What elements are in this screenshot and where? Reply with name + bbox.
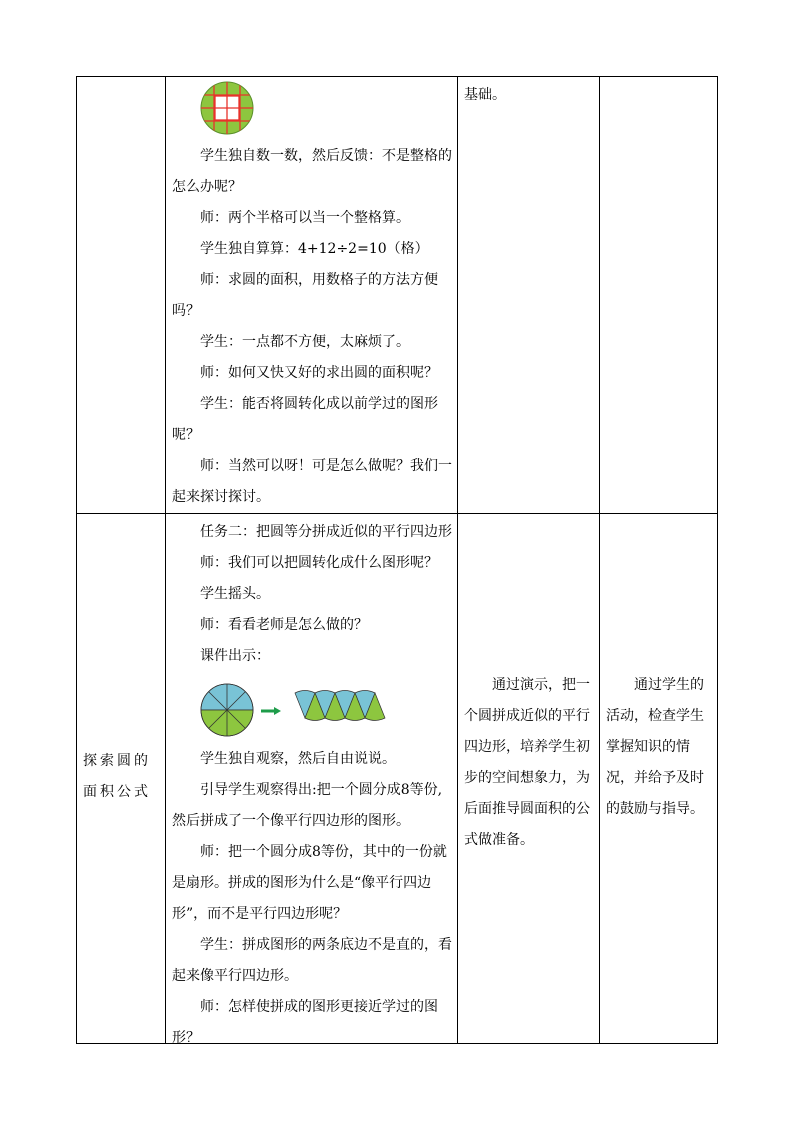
row1-activity-cell — [172, 80, 452, 513]
row2-stage-cell — [83, 746, 160, 808]
table-right-border — [717, 76, 718, 1044]
paragraph: 师：怎样使拼成的图形更接近学过的图形？ — [172, 999, 438, 1046]
paragraph: 学生：一点都不方便，太麻烦了。 — [200, 334, 410, 350]
paragraph: 师：如何又快又好的求出圆的面积呢？ — [200, 365, 438, 381]
paragraph: 学生：能否将圆转化成以前学过的图形呢？ — [172, 396, 438, 443]
table-row-divider — [76, 513, 718, 514]
paragraph: 师：把一个圆分成8等份，其中的一份就是扇形。拼成的图形为什么是“像平行四边形”，而不是平行四边形呢？ — [172, 844, 447, 922]
row2-intent-cell — [464, 670, 594, 856]
table-left-border — [76, 76, 77, 1044]
stage-title: 探索圆的面积公式 — [83, 753, 151, 800]
paragraph: 学生独自观察，然后自由说说。 — [200, 751, 396, 767]
table-col-divider-3 — [599, 76, 600, 1044]
paragraph: 师：两个半格可以当一个整格算。 — [200, 210, 410, 226]
paragraph: 师：看看老师是怎么做的？ — [200, 617, 368, 633]
row2-assessment-cell — [606, 670, 712, 825]
paragraph: 师：求圆的面积，用数格子的方法方便吗？ — [172, 272, 438, 319]
table-top-border — [76, 76, 718, 77]
paragraph: 引导学生观察得出:把一个圆分成8等份,然后拼成了一个像平行四边形的图形。 — [172, 782, 443, 829]
paragraph: 基础。 — [464, 87, 506, 103]
paragraph: 学生独自数一数，然后反馈：不是整格的怎么办呢？ — [172, 148, 452, 195]
row2-activity-cell — [172, 517, 452, 1054]
grid-circle-icon — [199, 80, 255, 136]
table-col-divider-1 — [165, 76, 166, 1044]
grid-circle-figure — [199, 80, 255, 136]
paragraph: 学生独自算算：4+12÷2=10（格） — [200, 241, 429, 257]
row1-intent-cell — [464, 80, 594, 111]
circle-rearrange-figure — [199, 680, 399, 740]
paragraph: 通过学生的活动，检查学生掌握知识的情况，并给予及时的鼓励与指导。 — [606, 677, 704, 817]
table-col-divider-2 — [457, 76, 458, 1044]
paragraph: 任务二：把圆等分拼成近似的平行四边形 — [200, 524, 452, 540]
paragraph: 学生摇头。 — [200, 586, 270, 602]
sector-rearrange-diagram — [199, 680, 399, 740]
paragraph: 师：当然可以呀！可是怎么做呢？我们一起来探讨探讨。 — [172, 458, 452, 505]
paragraph: 师：我们可以把圆转化成什么图形呢？ — [200, 555, 438, 571]
paragraph: 通过演示，把一个圆拼成近似的平行四边形，培养学生初步的空间想象力，为后面推导圆面积的公式做准备。 — [464, 677, 590, 848]
paragraph: 学生：拼成图形的两条底边不是直的，看起来像平行四边形。 — [172, 937, 452, 984]
paragraph: 课件出示： — [200, 648, 270, 664]
